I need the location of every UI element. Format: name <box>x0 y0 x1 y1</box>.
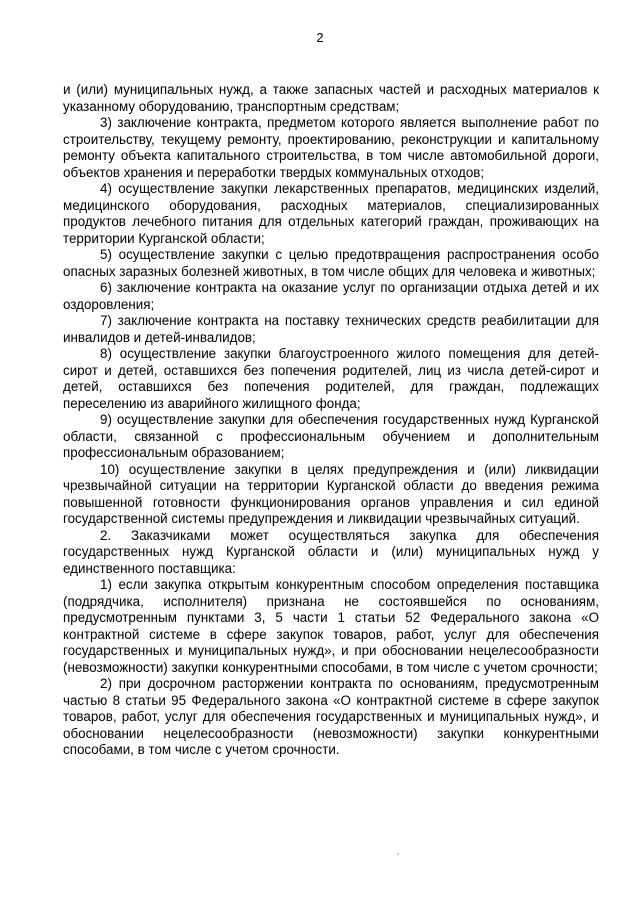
paragraph-item-8: 8) осуществление закупки благоустроенного жилого помещения для детей-сирот и детей, оставшихся без попечения родителей, лиц из числа детей-сирот и детей, оставшихся без попечения родителей, для граждан, подлежащих переселению из аварийного жилищного фонда; <box>63 346 599 411</box>
document-body <box>63 82 599 759</box>
paragraph-item-6: 6) заключение контракта на оказание услуг по организации отдыха детей и их оздоровления; <box>63 280 599 312</box>
page-number: 2 <box>316 30 324 45</box>
paragraph-section-2-item-2: 2) при досрочном расторжении контракта по основаниям, предусмотренным частью 8 статьи 95 Федерального закона «О контрактной системе в сфере закупок товаров, работ, услуг для обеспечения государственных и муниципальных нужд», и обосновании нецелесообразности (невозможности) закупки конкурентными способами, в том числе с учетом срочности. <box>63 676 599 757</box>
paragraph-item-3: 3) заключение контракта, предметом которого является выполнение работ по строительству, текущему ремонту, проектированию, реконструкции и капитальному ремонту объекта капитального строительства, в том числе автомобильной дороги, объектов хранения и переработки твердых коммунальных отходов; <box>63 115 599 180</box>
paragraph-continuation: и (или) муниципальных нужд, а также запасных частей и расходных материалов к указанному оборудованию, транспортным средствам; <box>63 82 599 114</box>
paragraph-item-4: 4) осуществление закупки лекарственных препаратов, медицинских изделий, медицинского оборудования, расходных материалов, специализированных продуктов лечебного питания для отдельных категорий граждан, проживающих на территории Курганской области; <box>63 181 599 246</box>
paragraph-item-9: 9) осуществление закупки для обеспечения государственных нужд Курганской области, связанной с профессиональным обучением и дополнительным профессиональным образованием; <box>63 412 599 460</box>
paragraph-section-2-item-1: 1) если закупка открытым конкурентным способом определения поставщика (подрядчика, исполнителя) признана не состоявшейся по основаниям, предусмотренным пунктами 3, 5 части 1 статьи 52 Федерального закона «О контрактной системе в сфере закупок товаров, работ, услуг для обеспечения государственных и муниципальных нужд», и при обосновании нецелесообразности (невозможности) закупки конкурентными способами, в том числе с учетом срочности; <box>63 577 599 675</box>
paragraph-section-2: 2. Заказчиками может осуществляться закупка для обеспечения государственных нужд Курганской области и (или) муниципальных нужд у единственного поставщика: <box>63 527 599 576</box>
paragraph-item-10: 10) осуществление закупки в целях предупреждения и (или) ликвидации чрезвычайной ситуации на территории Курганской области до введения режима повышенной готовности функционирования органов управления и сил единой государственной системы предупреждения и ликвидации чрезвычайных ситуаций. <box>63 461 599 526</box>
scan-speck <box>397 853 399 855</box>
paragraph-item-5: 5) осуществление закупки с целью предотвращения распространения особо опасных заразных болезней животных, в том числе общих для человека и животных; <box>63 247 599 279</box>
paragraph-item-7: 7) заключение контракта на поставку технических средств реабилитации для инвалидов и детей-инвалидов; <box>63 313 599 345</box>
